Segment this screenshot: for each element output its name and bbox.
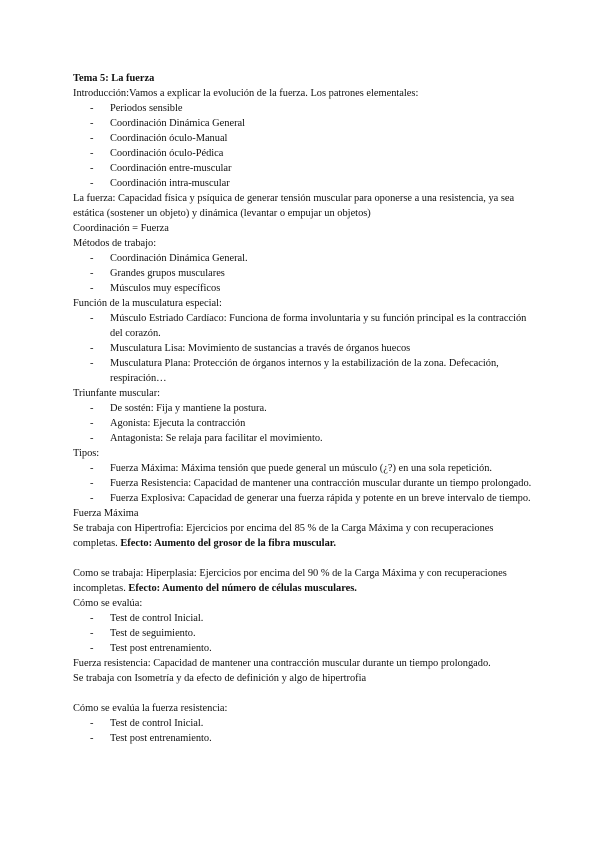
list-item: - Agonista: Ejecuta la contracción [73,416,533,431]
fuerza-maxima-heading: Fuerza Máxima [73,508,139,519]
intro-paragraph: Introducción:Vamos a explicar la evolución de la fuerza. Los patrones elementales: [73,88,419,99]
patrones-list [73,101,533,191]
function-list [73,311,533,386]
list-item: - Musculatura Lisa: Movimiento de sustancias a través de órganos huecos [73,341,533,356]
list-item: - Test de control Inicial. [73,716,533,731]
evalua-res-list [73,716,533,746]
list-item: - Músculos muy específicos [73,281,533,296]
tipos-heading: Tipos: [73,448,100,459]
page-title: Tema 5: La fuerza [73,73,155,84]
hipertrofia-text: Se trabaja con Hipertrofia: Ejercicios por encima del 85 % de la Carga Máxima y con recuperaciones completas. [73,523,494,549]
definition-paragraph: La fuerza: Capacidad física y psíquica de generar tensión muscular para oponerse a una resistencia, ya sea estática (sostener un objeto) y dinámica (levantar o empujar un objetos) [73,193,515,219]
list-item: - Coordinación Dinámica General. [73,251,533,266]
hipertrofia-paragraph [73,521,533,551]
list-item: - Fuerza Explosiva: Capacidad de generar una fuerza rápida y potente en un breve intervalo de tiempo. [73,491,533,506]
list-item: - Test de seguimiento. [73,626,533,641]
methods-heading: Métodos de trabajo: [73,238,157,249]
list-item: - De sostén: Fija y mantiene la postura. [73,401,533,416]
list-item: - Coordinación intra-muscular [73,176,533,191]
list-item: - Antagonista: Se relaja para facilitar el movimiento. [73,431,533,446]
document-page [73,71,533,746]
hiperplasia-effect: Efecto: Aumento del número de células musculares. [128,583,357,594]
list-item: - Test post entrenamiento. [73,731,533,746]
list-item: - Coordinación óculo-Manual [73,131,533,146]
triunfante-heading: Triunfante muscular: [73,388,161,399]
tipos-list [73,461,533,506]
coordination-line: Coordinación = Fuerza [73,223,169,234]
isometria-line: Se trabaja con Isometría y da efecto de definición y algo de hipertrofia [73,673,367,684]
list-item: - Músculo Estriado Cardíaco: Funciona de forma involuntaria y su función principal es la contracción del corazón. [73,311,533,341]
hiperplasia-text: Como se trabaja: Hiperplasia: Ejercicios por encima del 90 % de la Carga Máxima y con recuperaciones incompletas. [73,568,507,594]
list-item: - Periodos sensible [73,101,533,116]
list-item: - Coordinación entre-muscular [73,161,533,176]
list-item: - Fuerza Resistencia: Capacidad de mantener una contracción muscular durante un tiempo prolongado. [73,476,533,491]
function-heading: Función de la musculatura especial: [73,298,222,309]
methods-list [73,251,533,296]
evalua-heading: Cómo se evalúa: [73,598,143,609]
list-item: - Coordinación Dinámica General [73,116,533,131]
hipertrofia-effect: Efecto: Aumento del grosor de la fibra muscular. [120,538,337,549]
hiperplasia-paragraph [73,566,533,596]
list-item: - Test post entrenamiento. [73,641,533,656]
resistencia-definition: Fuerza resistencia: Capacidad de mantener una contracción muscular durante un tiempo prolongado. [73,658,491,669]
evalua-list [73,611,533,656]
list-item: - Grandes grupos musculares [73,266,533,281]
triunfante-list [73,401,533,446]
evalua-res-heading: Cómo se evalúa la fuerza resistencia: [73,703,228,714]
list-item: - Fuerza Máxima: Máxima tensión que puede general un músculo (¿?) en una sola repetición. [73,461,533,476]
list-item: - Musculatura Plana: Protección de órganos internos y la estabilización de la zona. Defecación, respiración… [73,356,533,386]
list-item: - Coordinación óculo-Pédica [73,146,533,161]
list-item: - Test de control Inicial. [73,611,533,626]
